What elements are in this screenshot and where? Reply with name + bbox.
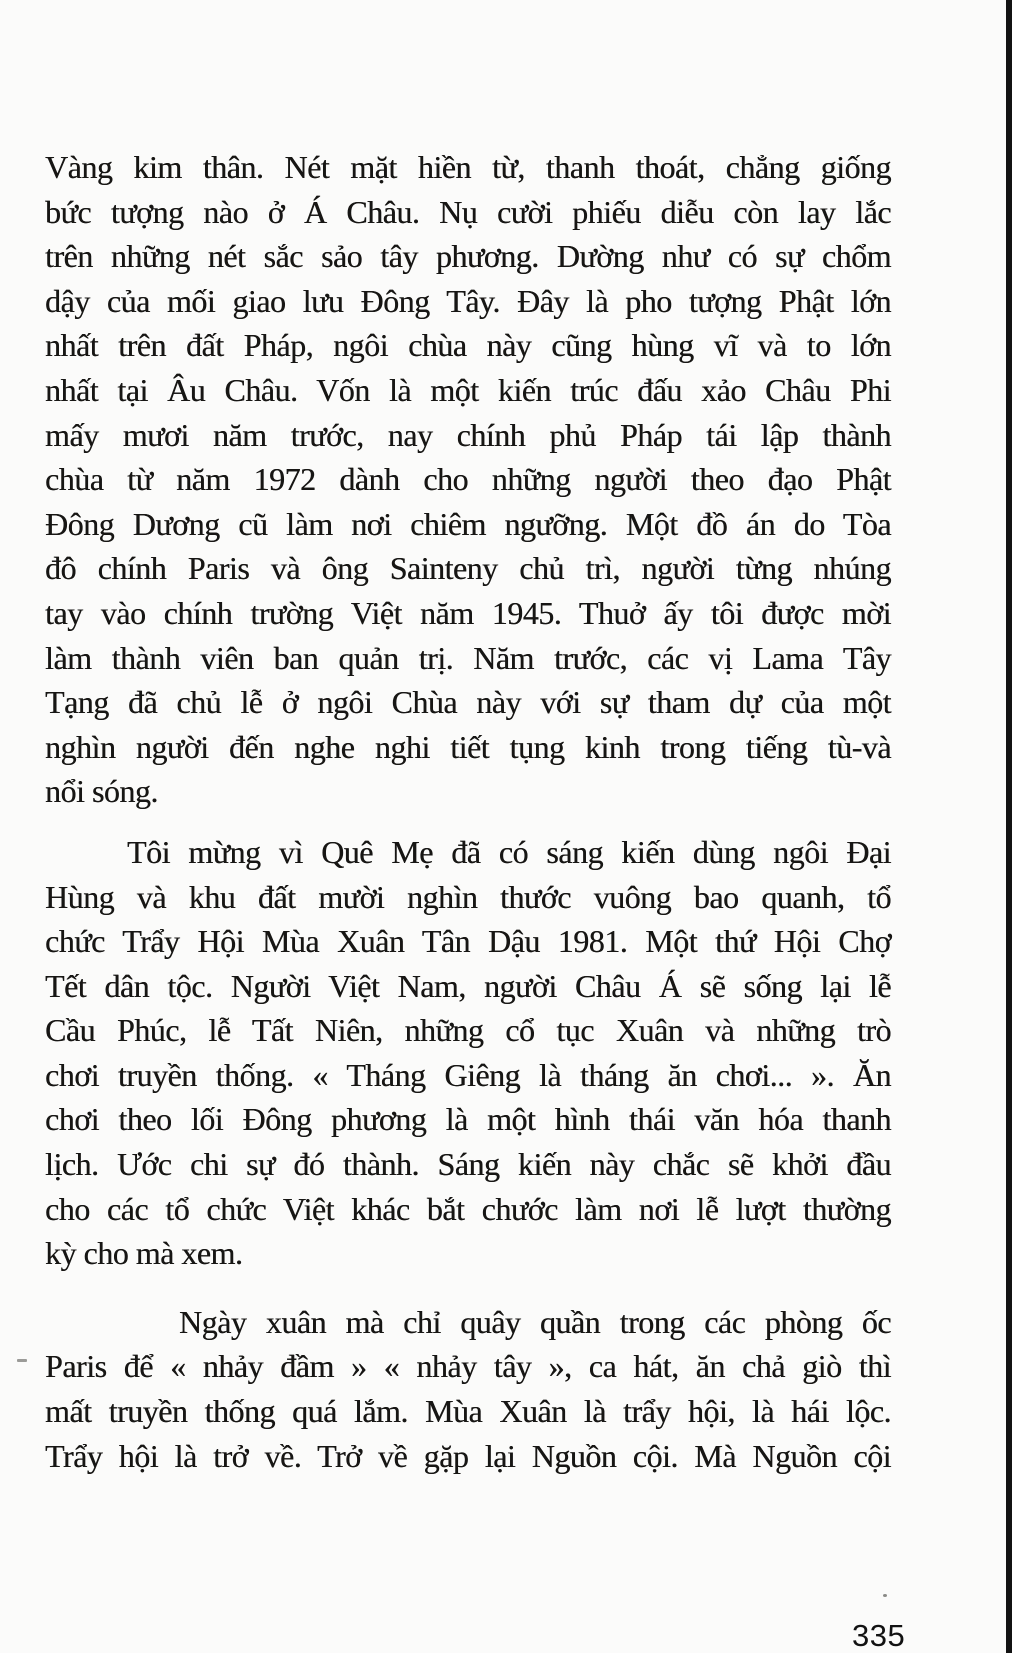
text-line: Hùng và khu đất mười nghìn thước vuông bao quanh, tổ xyxy=(45,878,891,915)
scan-artifact-dot xyxy=(883,1594,887,1597)
text-line: Paris để « nhảy đầm » « nhảy tây », ca hát, ăn chả giò thì xyxy=(45,1348,891,1385)
text-line: chức Trẩy Hội Mùa Xuân Tân Dậu 1981. Một thứ Hội Chợ xyxy=(45,923,891,960)
text-line: Trẩy hội là trở về. Trở về gặp lại Nguồn cội. Mà Nguồn cội xyxy=(45,1437,891,1474)
text-line: trên những nét sắc sảo tây phương. Dường như có sự chổm xyxy=(45,238,891,275)
page-number: 335 xyxy=(852,1618,906,1653)
text-line: chùa từ năm 1972 dành cho những người theo đạo Phật xyxy=(45,461,891,498)
text-line: nghìn người đến nghe nghi tiết tụng kinh trong tiếng tù-và xyxy=(45,728,891,765)
text-line: cho các tổ chức Việt khác bắt chước làm nơi lễ lượt thường xyxy=(45,1190,891,1227)
text-line: Ngày xuân mà chỉ quây quần trong các phòng ốc xyxy=(179,1303,891,1340)
text-line: chơi theo lối Đông phương là một hình thái văn hóa thanh xyxy=(45,1101,891,1138)
text-line: nhất tại Âu Châu. Vốn là một kiến trúc đấu xảo Châu Phi xyxy=(45,371,891,408)
text-line: nổi sóng. xyxy=(45,773,158,810)
text-line: chơi truyền thống. « Tháng Giêng là tháng ăn chơi... ». Ăn xyxy=(45,1056,891,1093)
text-line: Vàng kim thân. Nét mặt hiền từ, thanh thoát, chẳng giống xyxy=(45,149,891,185)
text-line: bức tượng nào ở Á Châu. Nụ cười phiếu diễu còn lay lắc xyxy=(45,193,891,230)
text-line: Tôi mừng vì Quê Mẹ đã có sáng kiến dùng ngôi Đại xyxy=(127,833,891,870)
text-line: nhất trên đất Pháp, ngôi chùa này cũng hùng vĩ và to lớn xyxy=(45,327,891,364)
paragraph xyxy=(45,145,891,814)
text-line: làm thành viên ban quản trị. Năm trước, các vị Lama Tây xyxy=(45,639,891,676)
text-line: mất truyền thống quá lắm. Mùa Xuân là trẩy hội, là hái lộc. xyxy=(45,1393,891,1430)
paragraph xyxy=(45,830,891,1276)
text-line: đô chính Paris và ông Sainteny chủ trì, người từng nhúng xyxy=(45,550,891,587)
paragraph xyxy=(45,1300,891,1478)
text-line: kỳ cho mà xem. xyxy=(45,1235,243,1272)
text-line: Tạng đã chủ lễ ở ngôi Chùa này với sự tham dự của một xyxy=(45,684,891,721)
page-text xyxy=(45,145,891,1478)
scan-artifact-dash xyxy=(17,1359,27,1362)
text-line: tay vào chính trường Việt năm 1945. Thuở ấy tôi được mời xyxy=(45,594,891,631)
text-line: Cầu Phúc, lễ Tất Niên, những cổ tục Xuân và những trò xyxy=(45,1012,891,1049)
text-line: Tết dân tộc. Người Việt Nam, người Châu Á sẽ sống lại lễ xyxy=(45,967,891,1004)
text-line: Đông Dương cũ làm nơi chiêm ngưỡng. Một đồ án do Tòa xyxy=(45,505,891,542)
text-line: mấy mươi năm trước, nay chính phủ Pháp tái lập thành xyxy=(45,416,891,453)
text-line: lịch. Ước chi sự đó thành. Sáng kiến này chắc sẽ khởi đầu xyxy=(45,1146,891,1183)
scan-edge xyxy=(1006,0,1012,1653)
text-line: dậy của mối giao lưu Đông Tây. Đây là pho tượng Phật lớn xyxy=(45,282,891,319)
